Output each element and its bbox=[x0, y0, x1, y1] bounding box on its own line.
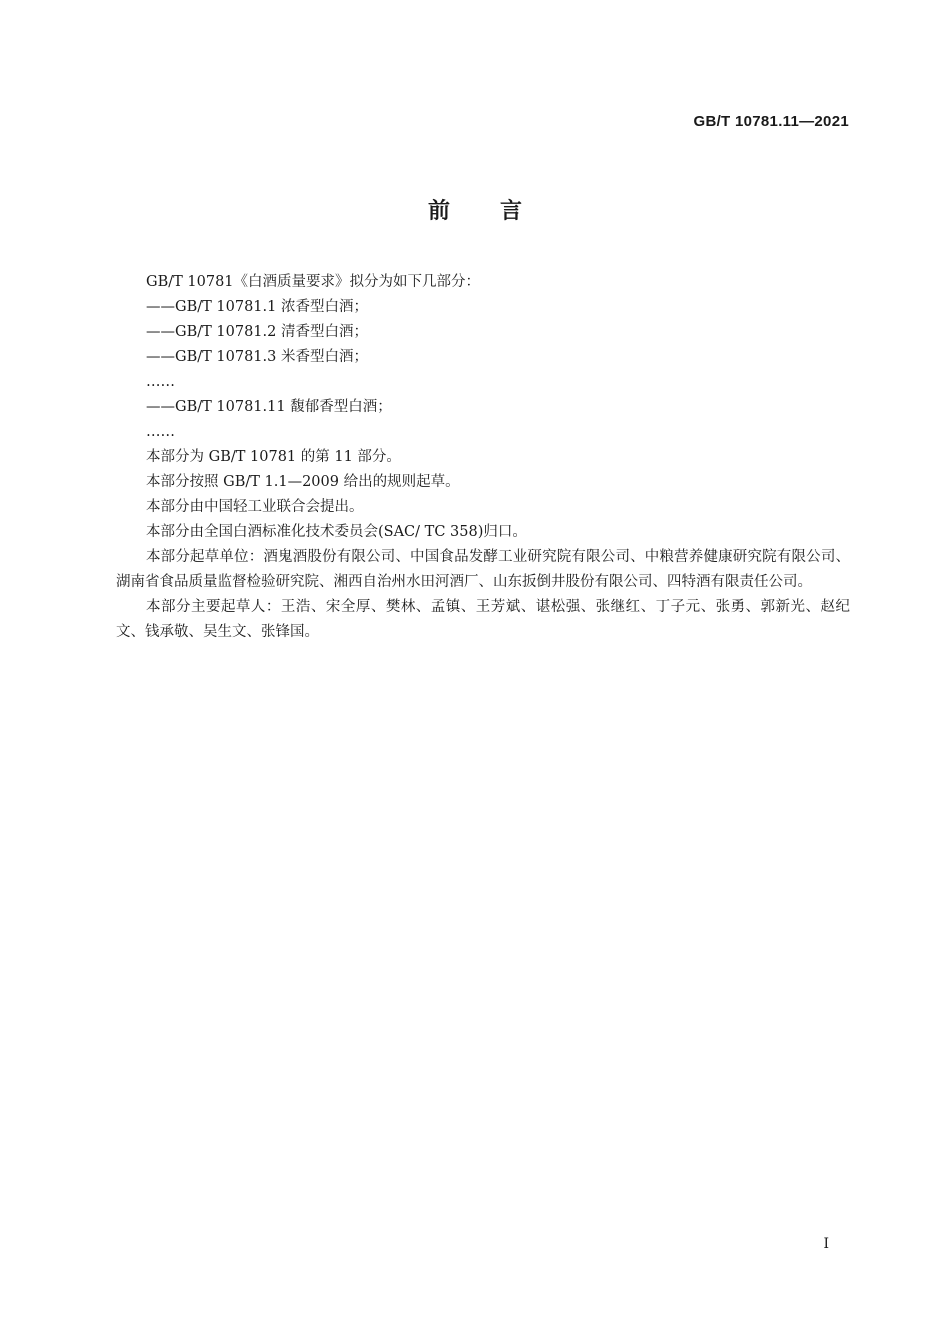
paragraph-drafting-rules: 本部分按照 GB/T 1.1—2009 给出的规则起草。 bbox=[146, 474, 460, 490]
page-number: I bbox=[823, 1236, 829, 1252]
standard-code: GB/T 10781.11—2021 bbox=[693, 113, 849, 130]
paragraph-committee: 本部分由全国白酒标准化技术委员会(SAC/ TC 358)归口。 bbox=[146, 524, 527, 540]
document-body bbox=[116, 270, 850, 645]
list-item-part-3: ——GB/T 10781.3 米香型白酒； bbox=[146, 349, 368, 365]
list-ellipsis: …… bbox=[146, 424, 175, 440]
list-item-part-11: ——GB/T 10781.11 馥郁香型白酒； bbox=[146, 399, 392, 415]
list-ellipsis: …… bbox=[146, 374, 175, 390]
paragraph-part-statement: 本部分为 GB/T 10781 的第 11 部分。 bbox=[146, 449, 401, 465]
paragraph-intro: GB/T 10781《白酒质量要求》拟分为如下几部分： bbox=[146, 274, 481, 290]
paragraph-drafting-units: 本部分起草单位：酒鬼酒股份有限公司、中国食品发酵工业研究院有限公司、中粮营养健康研究院有限公司、湖南省食品质量监督检验研究院、湘西自治州水田河酒厂、山东扳倒井股份有限公司、四特酒有限责任公司。 bbox=[116, 549, 850, 590]
list-item-part-2: ——GB/T 10781.2 清香型白酒； bbox=[146, 324, 368, 340]
paragraph-proposer: 本部分由中国轻工业联合会提出。 bbox=[146, 499, 364, 515]
page-title: 前言 bbox=[427, 199, 572, 224]
paragraph-drafters: 本部分主要起草人：王浩、宋全厚、樊林、孟镇、王芳斌、谌松强、张继红、丁子元、张勇、郭新光、赵纪文、钱承敬、吴生文、张锋国。 bbox=[116, 599, 850, 640]
list-item-part-1: ——GB/T 10781.1 浓香型白酒； bbox=[146, 299, 368, 315]
